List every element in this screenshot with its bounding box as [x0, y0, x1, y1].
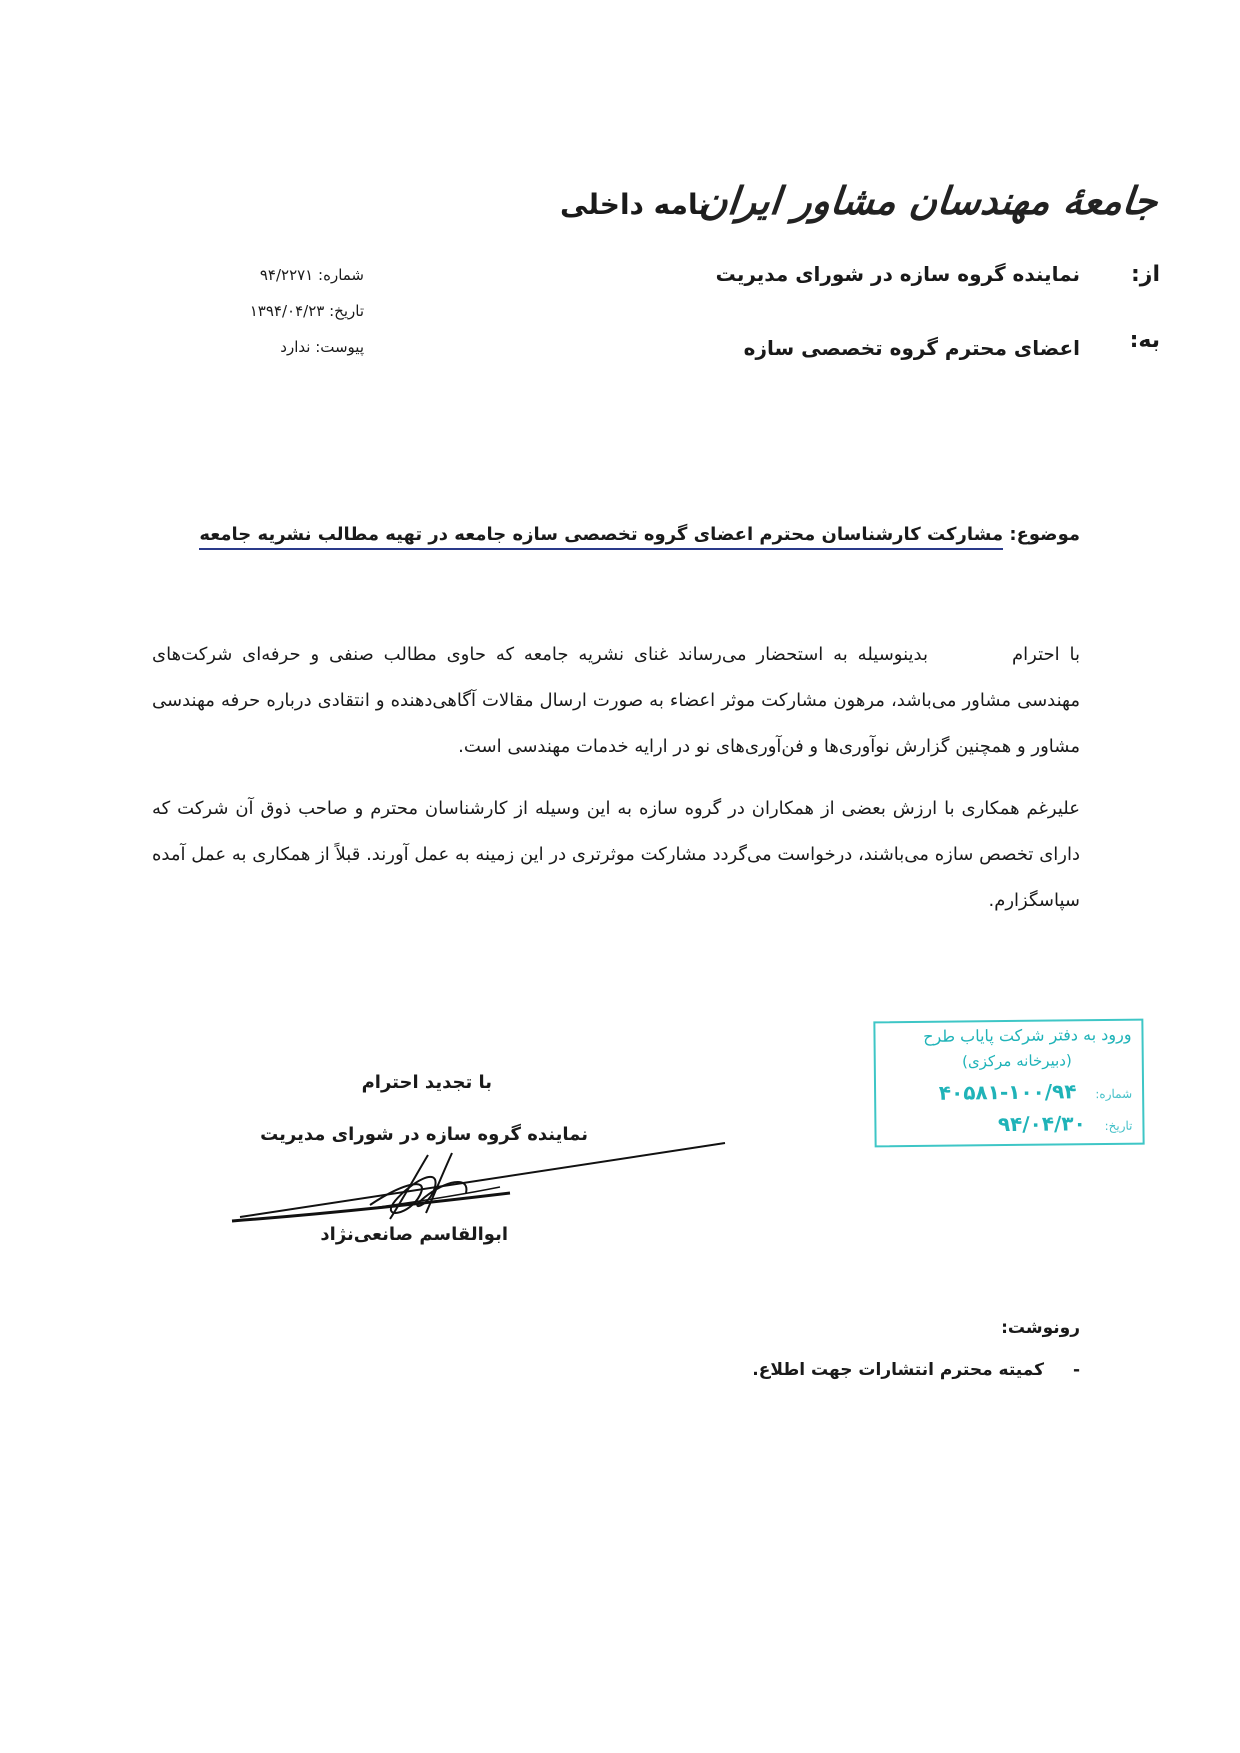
signature-icon [230, 1135, 730, 1230]
letter-date-label: تاریخ: [329, 302, 364, 320]
letter-attachment [204, 338, 364, 356]
body-paragraph-2: علیرغم همکاری با ارزش بعضی از همکاران در گروه سازه به این وسیله از کارشناسان محترم و صاحب ذوق آن شرکت که دارای تخصص سازه می‌باشند، درخواست می‌گردد مشارکت موثرتری در این زمینه به عمل آورند. قبلاً از همکاری به عمل آمده سپاسگزارم. [152, 798, 1080, 911]
stamp-number-label: شماره: [1095, 1086, 1133, 1102]
letter-number [204, 266, 364, 284]
stamp-date-value: ۹۴/۰۴/۳۰ [997, 1111, 1086, 1137]
letter-body [152, 632, 1080, 924]
cc-dash: - [1072, 1360, 1080, 1380]
to-label: به: [1129, 328, 1160, 353]
letter-number-label: شماره: [318, 266, 364, 284]
letter-attachment-value: ندارد [280, 338, 311, 356]
subject-text: مشارکت کارشناسان محترم اعضای گروه تخصصی سازه جامعه در تهیه مطالب نشریه جامعه [199, 524, 1003, 550]
stamp-date [998, 1111, 1133, 1136]
stamp-title: ورود به دفتر شرکت پایاب طرح [923, 1024, 1132, 1046]
stamp-date-label: تاریخ: [1104, 1118, 1133, 1134]
receipt-stamp [873, 1019, 1144, 1148]
signer-name: ابوالقاسم صانعی‌نژاد [320, 1224, 508, 1245]
to-value: اعضای محترم گروه تخصصی سازه [743, 336, 1080, 360]
organization-name: جامعهٔ مهندسان مشاور ایران [698, 178, 1161, 223]
greeting: با احترام [1012, 644, 1080, 665]
stamp-number-value: ۱۰۰/۹۴-۴۰۵۸۱ [938, 1079, 1077, 1105]
letter-date-value: ۱۳۹۴/۰۴/۲۳ [249, 302, 325, 320]
closing-regards: با تجدید احترام [361, 1072, 492, 1093]
from-value: نماینده گروه سازه در شورای مدیریت [715, 262, 1080, 286]
stamp-number [939, 1079, 1133, 1105]
letter-date [204, 302, 364, 320]
letter-attachment-label: پیوست: [315, 338, 364, 356]
cc-item: کمیته محترم انتشارات جهت اطلاع. [752, 1360, 1044, 1380]
subject-label: موضوع: [1009, 524, 1080, 545]
body-paragraph-1 [152, 632, 1080, 770]
letter-number-value: ۹۴/۲۲۷۱ [259, 266, 314, 284]
stamp-subtitle: (دبیرخانه مرکزی) [962, 1051, 1072, 1071]
paragraph-1-text: بدینوسیله به استحضار می‌رساند غنای نشریه جامعه که حاوی مطالب صنفی و حرفه‌ای شرکت‌های مهندسی مشاور می‌باشد، مرهون مشارکت موثر اعضاء به صورت ارسال مقالات آگاهی‌دهنده و انتقادی درباره حرفه مهندسی مشاور و همچنین گزارش نوآوری‌ها و فن‌آوری‌های نو در ارایه خدمات مهندسی است. [152, 644, 1080, 757]
cc-label: رونوشت: [1001, 1318, 1080, 1338]
from-label: از: [1130, 262, 1160, 287]
subject-line [140, 524, 1080, 545]
signer-title: نماینده گروه سازه در شورای مدیریت [260, 1124, 588, 1145]
letter-type-title: نامه داخلی [560, 188, 709, 221]
